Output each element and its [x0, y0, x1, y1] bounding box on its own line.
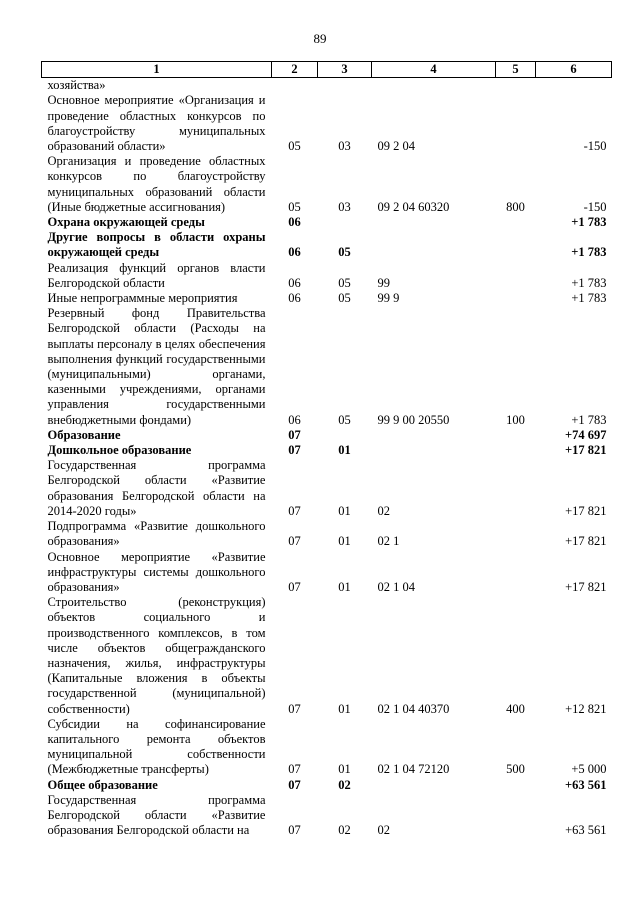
expense-type-cell: 800 [506, 199, 525, 214]
subsection-code-cell: 01 [338, 701, 351, 716]
column-header: 4 [372, 62, 496, 78]
subsection-code-cell: 03 [338, 139, 351, 154]
table-row [42, 261, 612, 291]
section-code-cell: 07 [288, 427, 301, 442]
section-code-cell: 07 [288, 503, 301, 518]
target-article-cell: 02 [377, 503, 390, 518]
section-code-cell: 07 [288, 762, 301, 777]
column-header: 3 [318, 62, 372, 78]
sum-cell [536, 78, 612, 94]
row-name-cell: Иные непрограммные мероприятия [47, 291, 238, 306]
section-code-cell: 06 [288, 215, 301, 230]
subsection-code-cell [318, 215, 372, 230]
target-article-cell [372, 778, 496, 793]
sum-cell: +12 821 [565, 701, 607, 716]
expense-type-cell [496, 778, 536, 793]
section-code-cell: 05 [288, 139, 301, 154]
table-row [42, 78, 612, 94]
sum-cell: +1 783 [571, 412, 607, 427]
sum-cell: +1 783 [571, 275, 607, 290]
section-code-cell: 07 [288, 579, 301, 594]
row-name-cell: Дошкольное образование [47, 443, 192, 458]
expense-type-cell [496, 443, 536, 458]
table-row [42, 793, 612, 839]
column-header: 6 [536, 62, 612, 78]
column-header: 2 [272, 62, 318, 78]
subsection-code-cell: 02 [338, 823, 351, 838]
expense-type-cell: 100 [506, 412, 525, 427]
table-body [42, 78, 612, 839]
section-code-cell: 07 [288, 534, 301, 549]
subsection-code-cell: 01 [338, 503, 351, 518]
subsection-code-cell: 01 [338, 762, 351, 777]
target-article-cell: 02 1 04 [377, 579, 415, 594]
target-article-cell: 09 2 04 60320 [377, 199, 450, 214]
table-row [42, 306, 612, 428]
column-header: 5 [496, 62, 536, 78]
row-name-cell: Организация и проведение областных конкурсов по благоустройству муниципальных образований области (Иные бюджетные ассигнования) [47, 154, 266, 214]
expense-type-cell [496, 458, 536, 519]
section-code-cell: 07 [288, 777, 301, 792]
table-row [42, 215, 612, 230]
row-name-cell: Строительство (реконструкция) объектов социального и производственного комплексов, в том числе объектов общегражданского назначения, жилья, инфраструктуры (Капитальные вложения в объекты государственной (муниципальной) собственности) [47, 595, 266, 716]
sum-cell: -150 [583, 139, 607, 154]
expense-type-cell: 400 [506, 701, 525, 716]
target-article-cell: 99 9 00 20550 [377, 412, 450, 427]
table-row [42, 230, 612, 260]
expense-type-cell [496, 215, 536, 230]
section-code-cell: 07 [288, 823, 301, 838]
sum-cell: +1 783 [571, 291, 607, 306]
table-row [42, 595, 612, 717]
row-name-cell: Основное мероприятие «Развитие инфраструктуры системы дошкольного образования» [47, 549, 266, 594]
expense-type-cell [496, 261, 536, 291]
sum-cell: +17 821 [565, 579, 607, 594]
table-row [42, 93, 612, 154]
subsection-code-cell: 05 [338, 275, 351, 290]
page-number: 89 [313, 31, 327, 46]
subsection-code-cell: 03 [338, 199, 351, 214]
subsection-code-cell: 05 [338, 291, 351, 306]
row-name-cell: Подпрограмма «Развитие дошкольного образования» [47, 519, 266, 549]
sum-cell: +5 000 [571, 762, 607, 777]
target-article-cell: 02 [377, 823, 390, 838]
row-name-cell: хозяйства» [47, 78, 106, 93]
expense-type-cell [496, 93, 536, 154]
sum-cell: +17 821 [565, 534, 607, 549]
expense-type-cell [496, 519, 536, 549]
table-row [42, 443, 612, 458]
row-name-cell: Реализация функций органов власти Белгородской области [47, 260, 266, 290]
target-article-cell [372, 443, 496, 458]
row-name-cell: Охрана окружающей среды [47, 215, 205, 230]
table-row [42, 154, 612, 215]
expense-type-cell [496, 428, 536, 443]
expense-type-cell [496, 793, 536, 839]
row-name-cell: Образование [47, 427, 121, 442]
section-code-cell [272, 78, 318, 94]
expense-type-cell [496, 230, 536, 260]
expense-type-cell [496, 78, 536, 94]
subsection-code-cell: 01 [338, 443, 351, 458]
row-name-cell: Субсидии на софинансирование капитального ремонта объектов муниципальной собственности (Межбюджетные трансферты) [47, 716, 266, 777]
table-row [42, 519, 612, 549]
target-article-cell: 02 1 04 72120 [377, 762, 450, 777]
section-code-cell: 06 [288, 291, 301, 306]
target-article-cell: 02 1 [377, 534, 400, 549]
section-code-cell: 07 [288, 443, 301, 458]
expense-type-cell [496, 550, 536, 596]
section-code-cell: 05 [288, 199, 301, 214]
target-article-cell [372, 215, 496, 230]
sum-cell: +63 561 [565, 823, 607, 838]
subsection-code-cell: 01 [338, 534, 351, 549]
subsection-code-cell: 05 [338, 412, 351, 427]
sum-cell: +1 783 [571, 245, 607, 260]
row-name-cell: Основное мероприятие «Организация и проведение областных конкурсов по благоустройству муниципальных образований области» [47, 93, 266, 154]
target-article-cell [372, 230, 496, 260]
column-header: 1 [42, 62, 272, 78]
section-code-cell: 06 [288, 245, 301, 260]
sum-cell: -150 [583, 199, 607, 214]
table-row [42, 291, 612, 306]
target-article-cell: 99 [377, 275, 390, 290]
section-code-cell: 06 [288, 275, 301, 290]
target-article-cell [372, 78, 496, 94]
subsection-code-cell [318, 428, 372, 443]
sum-cell: +17 821 [565, 443, 607, 458]
target-article-cell: 09 2 04 [377, 139, 415, 154]
table-row [42, 458, 612, 519]
target-article-cell: 99 9 [377, 291, 400, 306]
sum-cell: +17 821 [565, 503, 607, 518]
section-code-cell: 07 [288, 701, 301, 716]
expense-type-cell [496, 291, 536, 306]
table-row [42, 428, 612, 443]
sum-cell: +63 561 [565, 777, 607, 792]
target-article-cell: 02 1 04 40370 [377, 701, 450, 716]
subsection-code-cell: 01 [338, 579, 351, 594]
subsection-code-cell: 05 [338, 245, 351, 260]
expense-type-cell: 500 [506, 762, 525, 777]
sum-cell: +74 697 [565, 427, 607, 442]
subsection-code-cell [318, 78, 372, 94]
row-name-cell: Резервный фонд Правительства Белгородской области (Расходы на выплаты персоналу в целях обеспечения выполнения функций государственными (муниципальными) органами, казенными учреждениями, органами управления государственными внебюджетными фондами) [47, 306, 266, 427]
row-name-cell: Другие вопросы в области охраны окружающей среды [47, 230, 266, 260]
row-name-cell: Государственная программа Белгородской области «Развитие образования Белгородской области на 2014-2020 годы» [47, 458, 266, 518]
subsection-code-cell: 02 [338, 777, 351, 792]
target-article-cell [372, 428, 496, 443]
table-row [42, 778, 612, 793]
table-header-row [42, 62, 612, 78]
budget-table [41, 61, 612, 838]
row-name-cell: Общее образование [47, 777, 158, 792]
sum-cell: +1 783 [571, 215, 607, 230]
row-name-cell: Государственная программа Белгородской области «Развитие образования Белгородской области на [47, 792, 266, 838]
table-row [42, 550, 612, 596]
table-row [42, 717, 612, 778]
section-code-cell: 06 [288, 412, 301, 427]
